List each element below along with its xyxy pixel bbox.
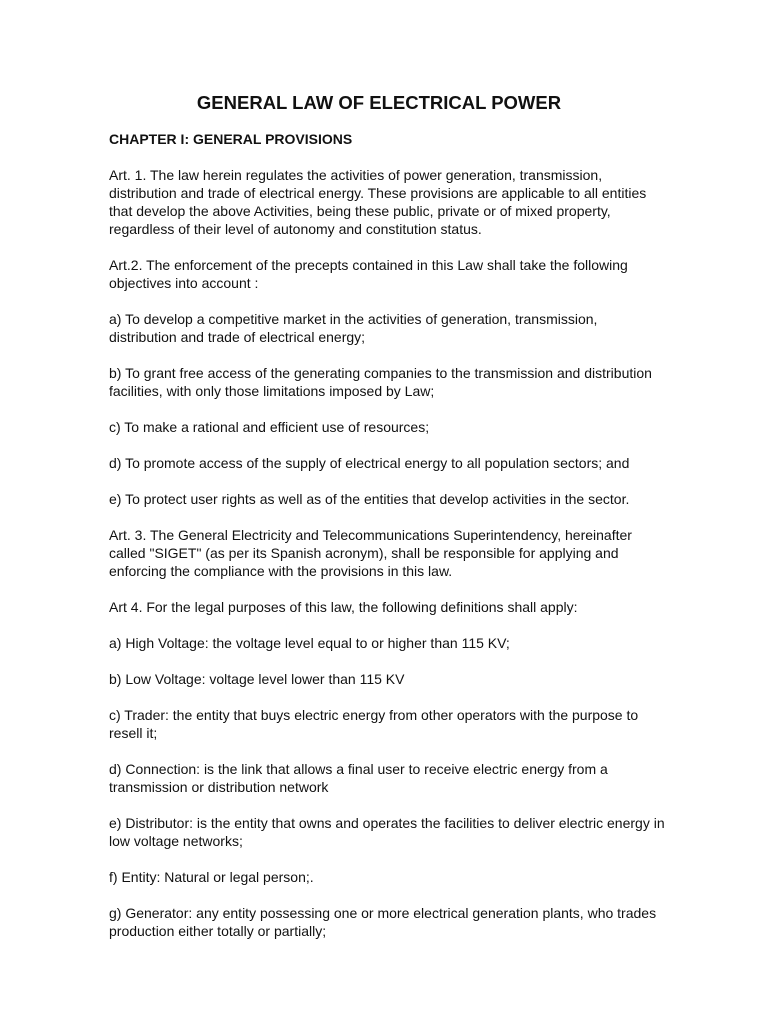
definition-low-voltage: b) Low Voltage: voltage level lower than 115 KV bbox=[109, 671, 405, 687]
definition-distributor: e) Distributor: is the entity that owns and operates the facilities to deliver electric energy in low voltage networks; bbox=[109, 815, 665, 849]
paragraph-art-3: Art. 3. The General Electricity and Telecommunications Superintendency, hereinafter called "SIGET" (as per its Spanish acronym), shall be responsible for applying and enforcing the compliance with the provisions in this law. bbox=[109, 527, 632, 579]
paragraph-art-2-c: c) To make a rational and efficient use of resources; bbox=[109, 419, 430, 435]
paragraph-art-1: Art. 1. The law herein regulates the activities of power generation, transmission, distribution and trade of electrical energy. These provisions are applicable to all entities that develop the above Activities, being these public, private or of mixed property, regardless of their level of autonomy and constitution status. bbox=[109, 167, 647, 237]
paragraph-art-2-a: a) To develop a competitive market in the activities of generation, transmission, distribution and trade of electrical energy; bbox=[109, 311, 598, 345]
paragraph-art-4: Art 4. For the legal purposes of this law, the following definitions shall apply: bbox=[109, 599, 578, 615]
chapter-heading: CHAPTER I: GENERAL PROVISIONS bbox=[109, 131, 353, 147]
paragraph-art-2-d: d) To promote access of the supply of electrical energy to all population sectors; and bbox=[109, 455, 630, 471]
paragraph-art-2: Art.2. The enforcement of the precepts contained in this Law shall take the following objectives into account : bbox=[109, 257, 628, 291]
definition-generator: g) Generator: any entity possessing one or more electrical generation plants, who trades production either totally or partially; bbox=[109, 905, 657, 939]
paragraph-art-2-e: e) To protect user rights as well as of the entities that develop activities in the sector. bbox=[109, 491, 630, 507]
definition-entity: f) Entity: Natural or legal person;. bbox=[109, 869, 314, 885]
paragraph-art-2-b: b) To grant free access of the generating companies to the transmission and distribution facilities, with only those limitations imposed by Law; bbox=[109, 365, 652, 399]
definition-high-voltage: a) High Voltage: the voltage level equal to or higher than 115 KV; bbox=[109, 635, 510, 651]
definition-trader: c) Trader: the entity that buys electric energy from other operators with the purpose to resell it; bbox=[109, 707, 639, 741]
document-title: GENERAL LAW OF ELECTRICAL POWER bbox=[196, 92, 562, 113]
document-page bbox=[109, 90, 669, 940]
definition-connection: d) Connection: is the link that allows a final user to receive electric energy from a transmission or distribution network bbox=[109, 761, 608, 795]
